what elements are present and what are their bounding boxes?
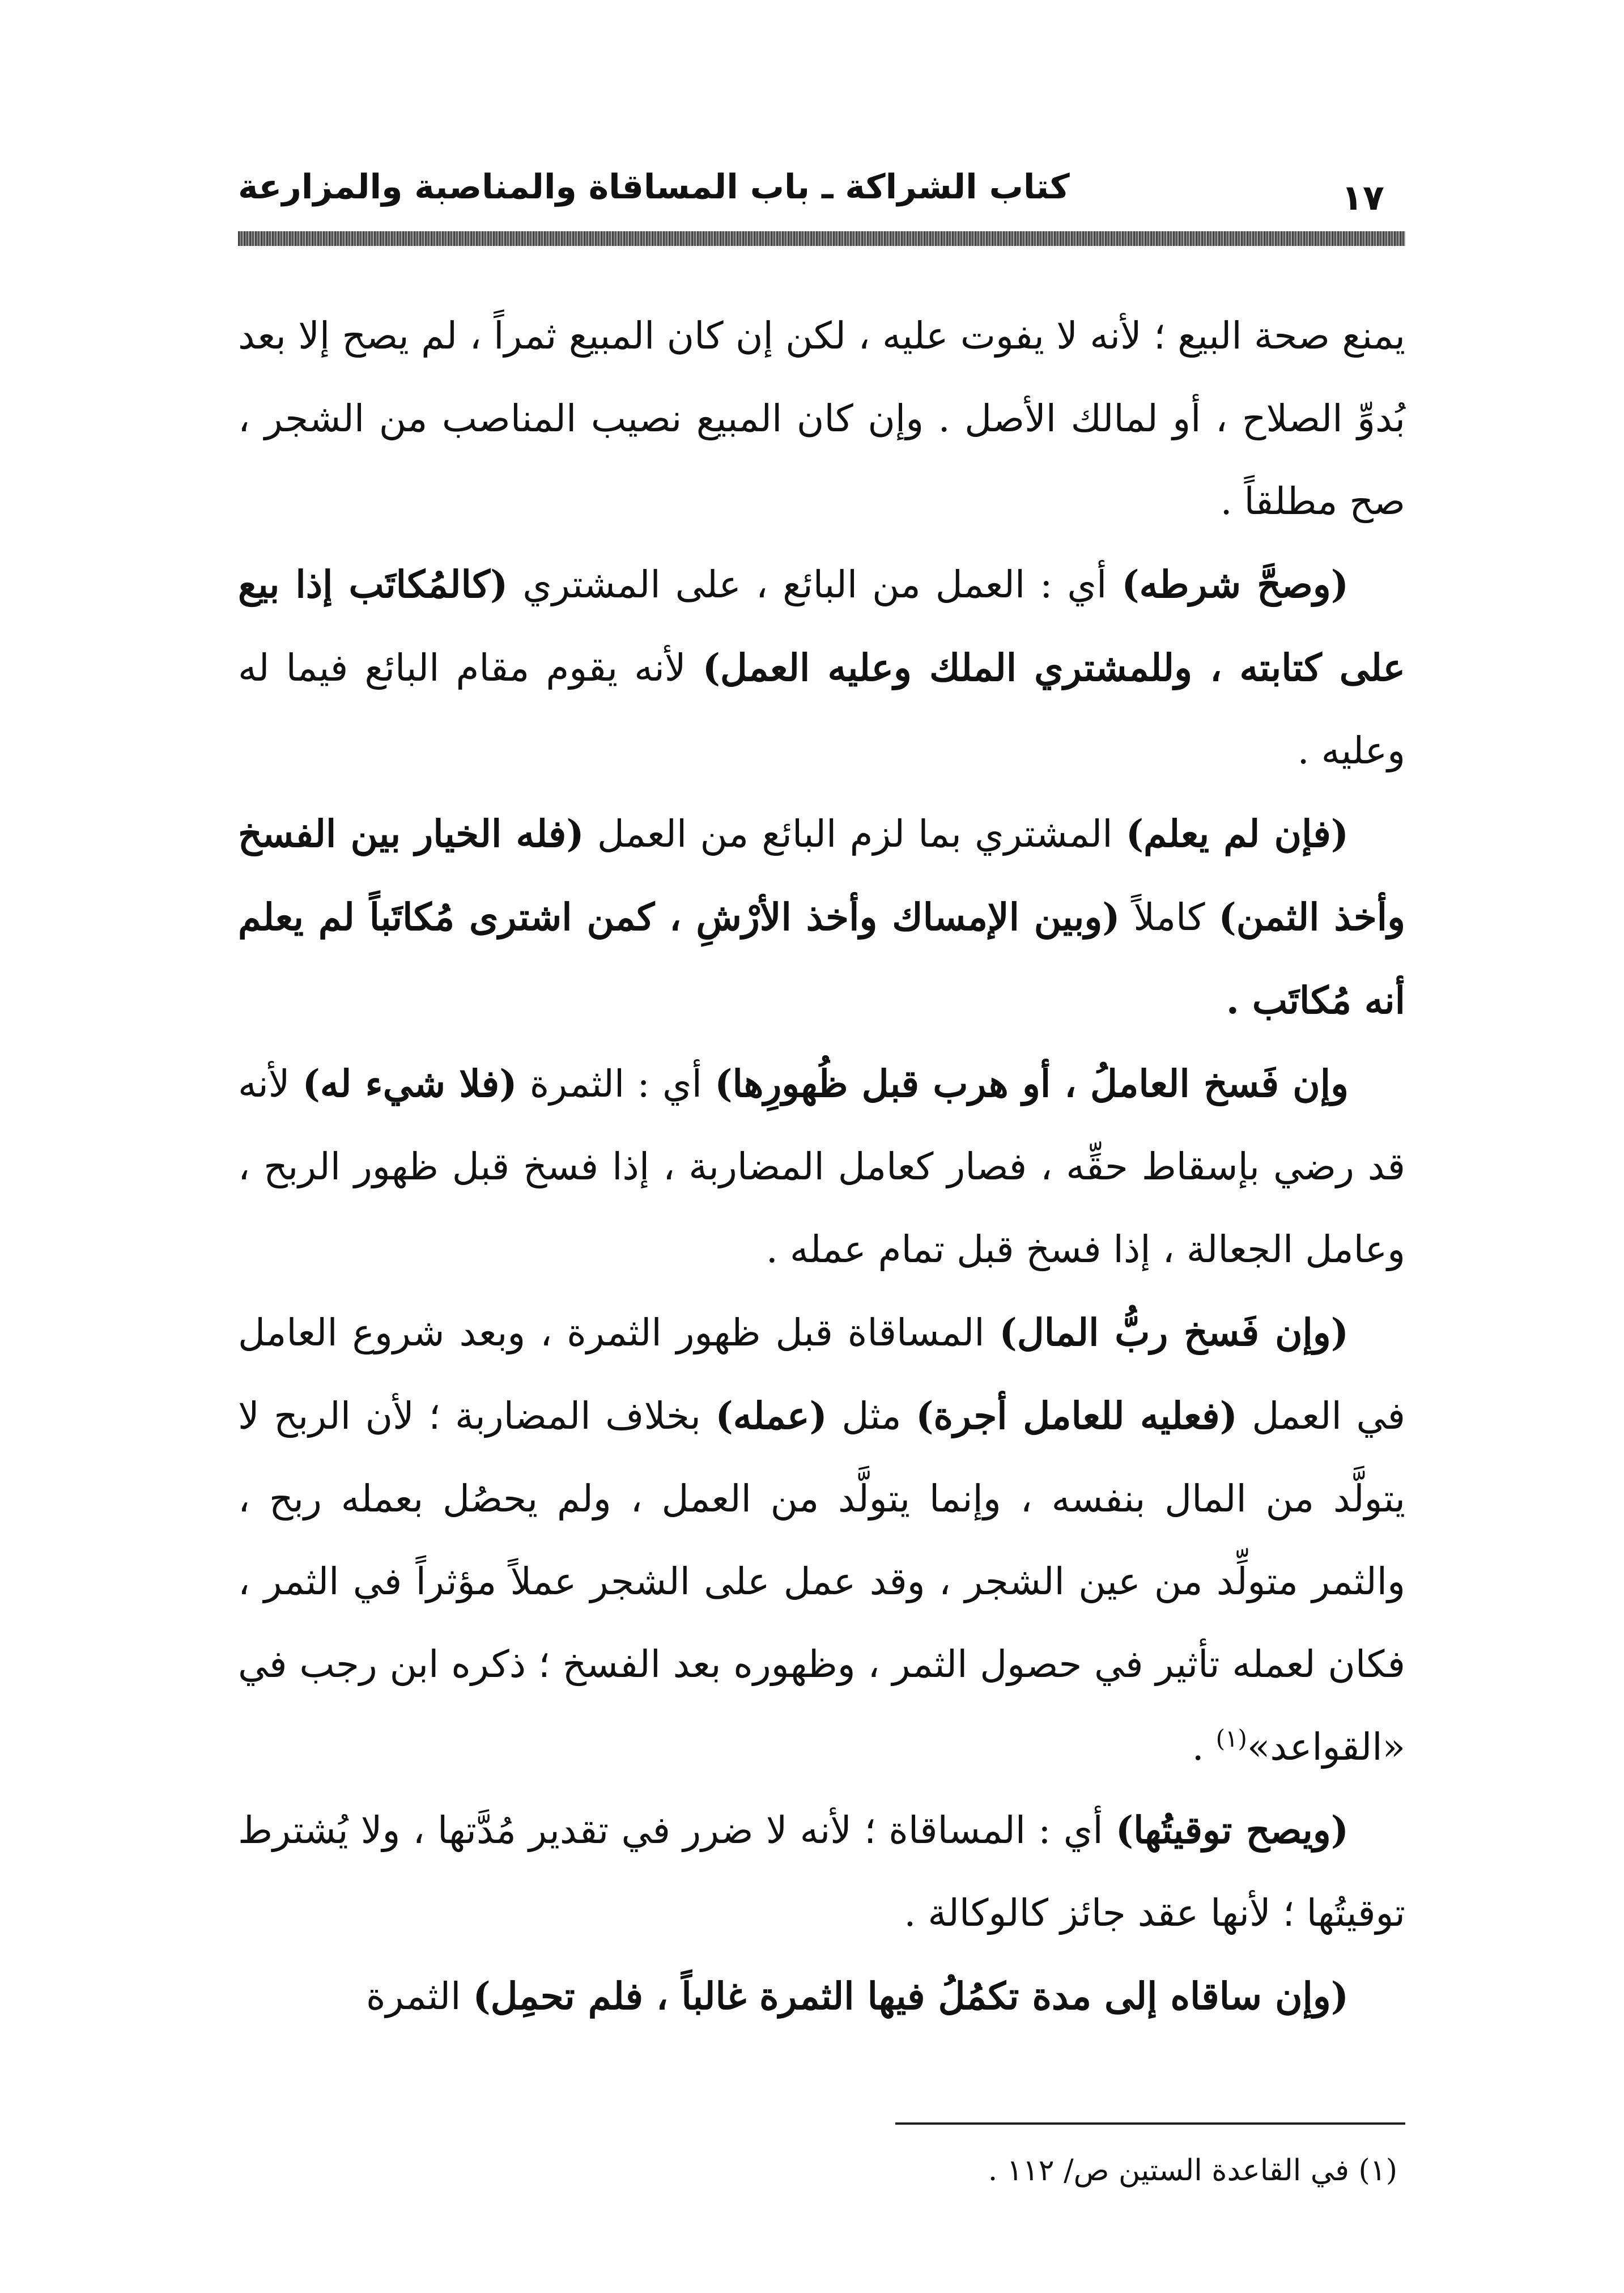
bold-text-segment: (عمله) <box>715 1394 827 1438</box>
running-head: كتاب الشراكة ـ باب المساقاة والمناصبة والمزارعة <box>238 167 1070 207</box>
text-segment: أي : العمل من البائع ، على المشتري <box>508 563 1122 606</box>
bold-text-segment: (كالمُكاتَب إذا بيع على كتابته ، وللمشتري الملك وعليه العمل) <box>238 562 1405 690</box>
text-segment: المشتري بما لزم البائع من العمل <box>584 812 1126 856</box>
bold-text-segment: (وإن ساقاه إلى مدة تكمُلُ فيها الثمرة غالباً ، فلم تحمِل) <box>473 1974 1349 2018</box>
text-segment: مثل <box>827 1394 916 1438</box>
bold-text-segment: (ويصح توقيتُها) <box>1115 1808 1349 1852</box>
footnote-rule <box>895 2122 1405 2125</box>
header-rule <box>238 231 1405 246</box>
text-segment: لأنه يقوم مقام البائع فيما له وعليه . <box>238 646 1405 772</box>
text-segment: . <box>1192 1725 1216 1769</box>
page-header <box>238 153 1405 218</box>
paragraph <box>238 792 1405 1042</box>
paragraph <box>238 295 1405 543</box>
text-segment: المساقاة قبل ظهور الثمرة ، وبعد شروع العامل في العمل <box>238 1311 1406 1438</box>
body-text <box>238 295 1405 2038</box>
text-segment: أي : الثمرة <box>517 1062 715 1106</box>
text-segment: الثمرة <box>365 1974 473 2018</box>
paragraph <box>238 1955 1405 2038</box>
bold-text-segment: (وصحَّ شرطه) <box>1121 562 1349 606</box>
text-segment: أي : المساقاة ؛ لأنه لا ضرر في تقدير مُدَّتها ، ولا يُشترط توقيتُها ؛ لأنها عقد جائز كالوكالة . <box>238 1808 1405 1935</box>
bold-text-segment: (فلا شيء له) <box>302 1061 517 1106</box>
paragraph <box>238 1042 1405 1291</box>
footnote: (١) في القاعدة الستين ص/ ١١٢ . <box>988 2154 1397 2188</box>
bold-text-segment: (فله الخيار بين الفسخ وأخذ الثمن) <box>238 812 1406 939</box>
paragraph <box>238 1789 1405 1955</box>
bold-text-segment: (وبين الإمساك وأخذ الأرْشِ ، كمن اشترى مُكاتَباً لم يعلم أنه مُكاتَب . <box>238 895 1405 1022</box>
text-segment: لأنه قد رضي بإسقاط حقِّه ، فصار كعامل المضاربة ، إذا فسخ قبل ظهور الربح ، وعامل الجعالة ، إذا فسخ قبل تمام عمله . <box>238 1062 1405 1271</box>
bold-text-segment: (وإن فَسخ ربُّ المال) <box>999 1310 1349 1354</box>
text-segment: كاملاً <box>1120 895 1219 939</box>
bold-text-segment: وإن فَسخ العاملُ ، أو هرب قبل ظُهورِها) <box>715 1061 1349 1106</box>
bold-text-segment: (فعليه للعامل أجرة) <box>916 1394 1238 1438</box>
bold-text-segment: (فإن لم يعلم) <box>1125 812 1349 856</box>
paragraph <box>238 543 1405 792</box>
text-segment: يمنع صحة البيع ؛ لأنه لا يفوت عليه ، لكن إن كان المبيع ثمراً ، لم يصح إلا بعد بُدوِّ الصلاح ، أو لمالك الأصل . وإن كان المبيع نصيب المناصب من الشجر ، صح مطلقاً . <box>238 314 1405 523</box>
footnote-reference: (١) <box>1215 1725 1247 1752</box>
page-number: ١٧ <box>1341 177 1384 218</box>
paragraph <box>238 1291 1405 1789</box>
text-segment: بخلاف المضاربة ؛ لأن الربح لا يتولَّد من المال بنفسه ، وإنما يتولَّد من العمل ، ولم يحصُل بعمله ربح ، والثمر متولِّد من عين الشجر ، وقد عمل على الشجر عملاً مؤثراً في الثمر ، فكان لعمله تأثير في حصول الثمر ، وظهوره بعد الفسخ ؛ ذكره ابن رجب في «القواعد» <box>238 1394 1405 1769</box>
